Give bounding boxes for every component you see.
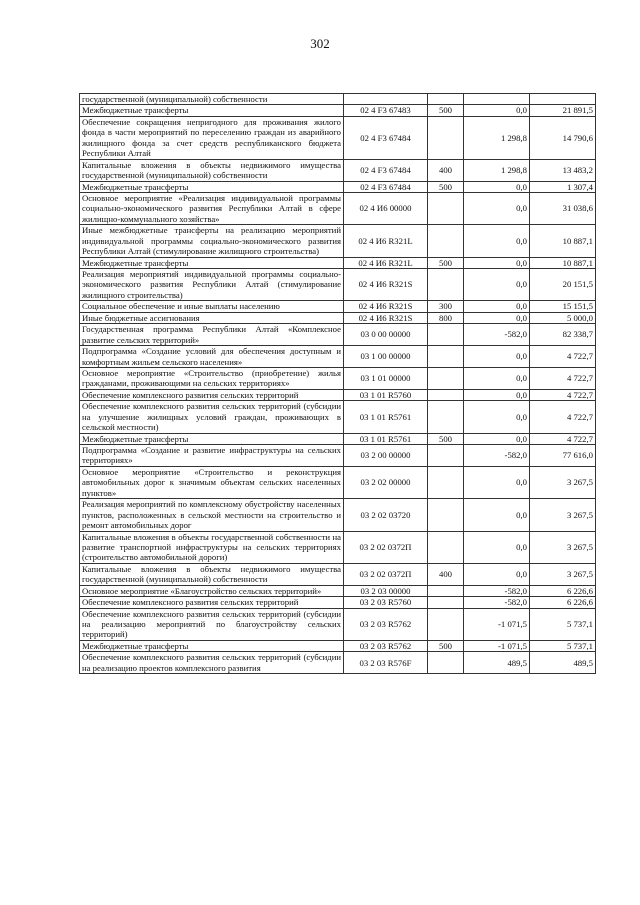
row-expense-type-cell [428,585,464,596]
row-name-cell: Основное мероприятие «Благоустройство сельских территорий» [80,585,344,596]
row-name-cell: Обеспечение комплексного развития сельских территорий (субсидии на реализацию мероприятий по благоустройству сельских территорий) [80,608,344,640]
row-total-cell: 3 267,5 [530,499,596,531]
row-name-cell: Обеспечение комплексного развития сельских территорий (субсидии на улучшение жилищных условий граждан, проживающих в сельской местности) [80,401,344,433]
row-change-cell: 0,0 [464,301,530,312]
row-name-cell: Основное мероприятие «Строительство и реконструкция автомобильных дорог к значимым объектам сельских населенных пунктов» [80,466,344,498]
row-expense-type-cell [428,445,464,467]
table-row [80,116,596,159]
row-name-cell: Реализация мероприятий индивидуальной программы социально-экономического развития Республики Алтай (стимулирование жилищного строительства) [80,269,344,301]
row-total-cell: 21 891,5 [530,105,596,116]
row-name-cell: Капитальные вложения в объекты недвижимого имущества государственной (муниципальной) собственности [80,563,344,585]
table-row [80,466,596,498]
row-expense-type-cell: 500 [428,433,464,444]
row-name-cell: государственной (муниципальной) собственности [80,94,344,105]
row-change-cell: 0,0 [464,312,530,323]
row-expense-type-cell [428,269,464,301]
row-code-cell: 02 4 И6 R321S [344,312,428,323]
row-expense-type-cell [428,389,464,400]
row-code-cell: 02 4 F3 67484 [344,116,428,159]
row-code-cell: 03 2 00 00000 [344,445,428,467]
row-change-cell: 489,5 [464,652,530,674]
row-code-cell: 03 1 01 00000 [344,367,428,389]
row-change-cell: 0,0 [464,225,530,257]
table-row [80,367,596,389]
row-change-cell: 0,0 [464,257,530,268]
row-total-cell: 10 887,1 [530,225,596,257]
row-total-cell: 5 737,1 [530,640,596,651]
row-code-cell: 03 0 00 00000 [344,324,428,346]
row-name-cell: Межбюджетные трансферты [80,105,344,116]
row-total-cell: 31 038,6 [530,192,596,224]
row-code-cell: 03 2 02 0372П [344,531,428,563]
row-expense-type-cell: 500 [428,105,464,116]
table-row [80,257,596,268]
row-change-cell: 0,0 [464,531,530,563]
row-total-cell: 6 226,6 [530,585,596,596]
row-total-cell: 489,5 [530,652,596,674]
row-total-cell: 15 151,5 [530,301,596,312]
row-name-cell: Обеспечение комплексного развития сельских территорий (субсидии на реализацию проектов комплексного развития [80,652,344,674]
row-expense-type-cell [428,367,464,389]
row-change-cell: -582,0 [464,585,530,596]
row-name-cell: Государственная программа Республики Алтай «Комплексное развитие сельских территорий» [80,324,344,346]
row-name-cell: Обеспечение сокращения непригодного для проживания жилого фонда в части мероприятий по переселению граждан из аварийного жилищного фонда за счет средств республиканского бюджета Республики Алтай [80,116,344,159]
row-total-cell: 5 000,0 [530,312,596,323]
table-row [80,597,596,608]
row-name-cell: Капитальные вложения в объекты государственной собственности на развитие транспортной инфраструктуры на сельских территориях (строительство автомобильной дороги) [80,531,344,563]
row-total-cell: 3 267,5 [530,531,596,563]
row-code-cell: 02 4 И6 00000 [344,192,428,224]
table-row [80,324,596,346]
row-name-cell: Подпрограмма «Создание и развитие инфраструктуры на сельских территориях» [80,445,344,467]
row-name-cell: Основное мероприятие «Строительство (приобретение) жилья гражданами, проживающими на сельских территориях» [80,367,344,389]
row-code-cell: 03 2 02 03720 [344,499,428,531]
row-change-cell: 0,0 [464,401,530,433]
row-expense-type-cell: 500 [428,257,464,268]
row-code-cell: 03 2 03 00000 [344,585,428,596]
row-total-cell: 4 722,7 [530,346,596,368]
row-change-cell: 0,0 [464,433,530,444]
row-expense-type-cell [428,116,464,159]
table-row [80,346,596,368]
row-name-cell: Межбюджетные трансферты [80,181,344,192]
row-change-cell: 1 298,8 [464,159,530,181]
row-total-cell: 10 887,1 [530,257,596,268]
row-change-cell: 0,0 [464,499,530,531]
row-change-cell [464,94,530,105]
row-total-cell: 4 722,7 [530,401,596,433]
budget-table-body [80,94,596,674]
row-change-cell: 0,0 [464,192,530,224]
row-expense-type-cell [428,94,464,105]
row-expense-type-cell [428,466,464,498]
table-row [80,585,596,596]
row-expense-type-cell [428,597,464,608]
row-total-cell: 3 267,5 [530,466,596,498]
row-total-cell [530,94,596,105]
row-expense-type-cell: 300 [428,301,464,312]
row-code-cell: 02 4 И6 R321L [344,225,428,257]
row-expense-type-cell [428,608,464,640]
row-code-cell: 03 1 01 R5760 [344,389,428,400]
row-total-cell: 82 338,7 [530,324,596,346]
table-row [80,192,596,224]
row-code-cell: 02 4 F3 67484 [344,181,428,192]
row-change-cell: 0,0 [464,389,530,400]
row-code-cell: 02 4 И6 R321L [344,257,428,268]
table-row [80,640,596,651]
row-total-cell: 20 151,5 [530,269,596,301]
row-total-cell: 5 737,1 [530,608,596,640]
table-row [80,225,596,257]
page-number: 302 [310,36,330,51]
row-expense-type-cell: 400 [428,563,464,585]
table-row [80,445,596,467]
row-name-cell: Социальное обеспечение и иные выплаты населению [80,301,344,312]
row-name-cell: Обеспечение комплексного развития сельских территорий [80,389,344,400]
row-change-cell: -1 071,5 [464,608,530,640]
row-change-cell: 0,0 [464,105,530,116]
row-total-cell: 14 790,6 [530,116,596,159]
row-change-cell: 0,0 [464,269,530,301]
row-total-cell: 6 226,6 [530,597,596,608]
row-code-cell: 03 1 00 00000 [344,346,428,368]
table-row [80,499,596,531]
table-row [80,531,596,563]
row-name-cell: Обеспечение комплексного развития сельских территорий [80,597,344,608]
row-name-cell: Межбюджетные трансферты [80,257,344,268]
row-total-cell: 3 267,5 [530,563,596,585]
row-code-cell: 03 2 03 R5760 [344,597,428,608]
table-row [80,301,596,312]
row-expense-type-cell: 800 [428,312,464,323]
row-name-cell: Межбюджетные трансферты [80,640,344,651]
row-total-cell: 4 722,7 [530,433,596,444]
row-total-cell: 13 483,2 [530,159,596,181]
table-row [80,105,596,116]
table-row [80,608,596,640]
row-code-cell: 02 4 И6 R321S [344,269,428,301]
table-row [80,312,596,323]
row-code-cell: 02 4 И6 R321S [344,301,428,312]
row-name-cell: Реализация мероприятий по комплексному обустройству населенных пунктов, расположенных в сельской местности на строительство и ремонт автомобильных дорог [80,499,344,531]
row-change-cell: 1 298,8 [464,116,530,159]
row-change-cell: 0,0 [464,346,530,368]
table-row [80,563,596,585]
row-expense-type-cell [428,225,464,257]
row-code-cell: 03 1 01 R5761 [344,401,428,433]
row-change-cell: -582,0 [464,597,530,608]
row-total-cell: 77 616,0 [530,445,596,467]
row-expense-type-cell [428,401,464,433]
table-row [80,433,596,444]
row-code-cell: 03 2 03 R5762 [344,640,428,651]
row-expense-type-cell: 400 [428,159,464,181]
row-expense-type-cell [428,192,464,224]
row-change-cell: 0,0 [464,466,530,498]
table-row [80,401,596,433]
row-change-cell: 0,0 [464,563,530,585]
row-change-cell: 0,0 [464,181,530,192]
row-expense-type-cell: 500 [428,640,464,651]
row-name-cell: Иные бюджетные ассигнования [80,312,344,323]
table-row [80,181,596,192]
row-total-cell: 4 722,7 [530,389,596,400]
row-change-cell: -1 071,5 [464,640,530,651]
row-code-cell: 03 2 02 0372П [344,563,428,585]
row-name-cell: Капитальные вложения в объекты недвижимого имущества государственной (муниципальной) собственности [80,159,344,181]
row-name-cell: Основное мероприятие «Реализация индивидуальной программы социально-экономического развития Республики Алтай в сфере жилищно-коммунального хозяйства» [80,192,344,224]
row-code-cell: 02 4 F3 67483 [344,105,428,116]
budget-table [79,93,596,674]
row-expense-type-cell [428,346,464,368]
row-expense-type-cell [428,531,464,563]
row-code-cell [344,94,428,105]
row-name-cell: Подпрограмма «Создание условий для обеспечения доступным и комфортным жильем сельского населения» [80,346,344,368]
row-name-cell: Иные межбюджетные трансферты на реализацию мероприятий индивидуальной программы социально-экономического развития Республики Алтай (стимулирование жилищного строительства) [80,225,344,257]
row-code-cell: 03 1 01 R5761 [344,433,428,444]
row-change-cell: 0,0 [464,367,530,389]
row-code-cell: 02 4 F3 67484 [344,159,428,181]
row-total-cell: 4 722,7 [530,367,596,389]
row-code-cell: 03 2 03 R576F [344,652,428,674]
table-row [80,652,596,674]
row-total-cell: 1 307,4 [530,181,596,192]
row-name-cell: Межбюджетные трансферты [80,433,344,444]
table-row [80,389,596,400]
table-row [80,94,596,105]
row-code-cell: 03 2 02 00000 [344,466,428,498]
row-expense-type-cell: 500 [428,181,464,192]
table-row [80,269,596,301]
row-expense-type-cell [428,499,464,531]
row-expense-type-cell [428,652,464,674]
row-change-cell: -582,0 [464,324,530,346]
row-code-cell: 03 2 03 R5762 [344,608,428,640]
table-row [80,159,596,181]
row-change-cell: -582,0 [464,445,530,467]
row-expense-type-cell [428,324,464,346]
